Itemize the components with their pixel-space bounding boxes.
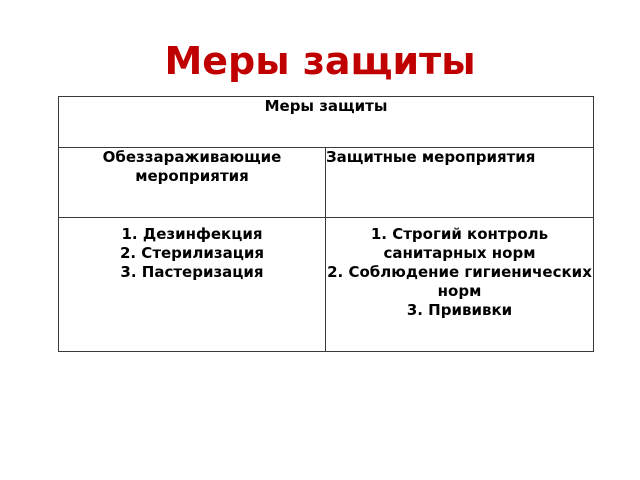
disinfection-measures-list	[59, 218, 325, 282]
disinfection-measures-cell	[59, 218, 326, 352]
disinfection-measures-heading-cell	[59, 148, 326, 218]
protection-measures-table	[58, 96, 594, 352]
table-header-cell	[59, 97, 594, 148]
list-item: 1. Строгий контроль санитарных норм	[370, 225, 549, 262]
disinfection-measures-heading: Обеззараживающие мероприятия	[102, 148, 282, 185]
list-item: 3. Прививки	[406, 301, 513, 319]
protective-measures-heading: Защитные мероприятия	[326, 148, 536, 166]
protective-measures-heading-cell	[326, 148, 594, 218]
protective-measures-cell	[326, 218, 594, 352]
table-header-text: Меры защиты	[264, 97, 388, 115]
items-row	[59, 218, 594, 352]
list-item: 2. Соблюдение гигиенических норм	[327, 263, 592, 300]
list-item: 3. Пастеризация	[120, 263, 264, 281]
list-item: 2. Стерилизация	[119, 244, 265, 262]
slide-title: Меры защиты	[164, 39, 476, 83]
protective-measures-list	[326, 218, 593, 320]
table-header-row	[59, 97, 594, 148]
list-item: 1. Дезинфекция	[121, 225, 263, 243]
column-heading-row	[59, 148, 594, 218]
